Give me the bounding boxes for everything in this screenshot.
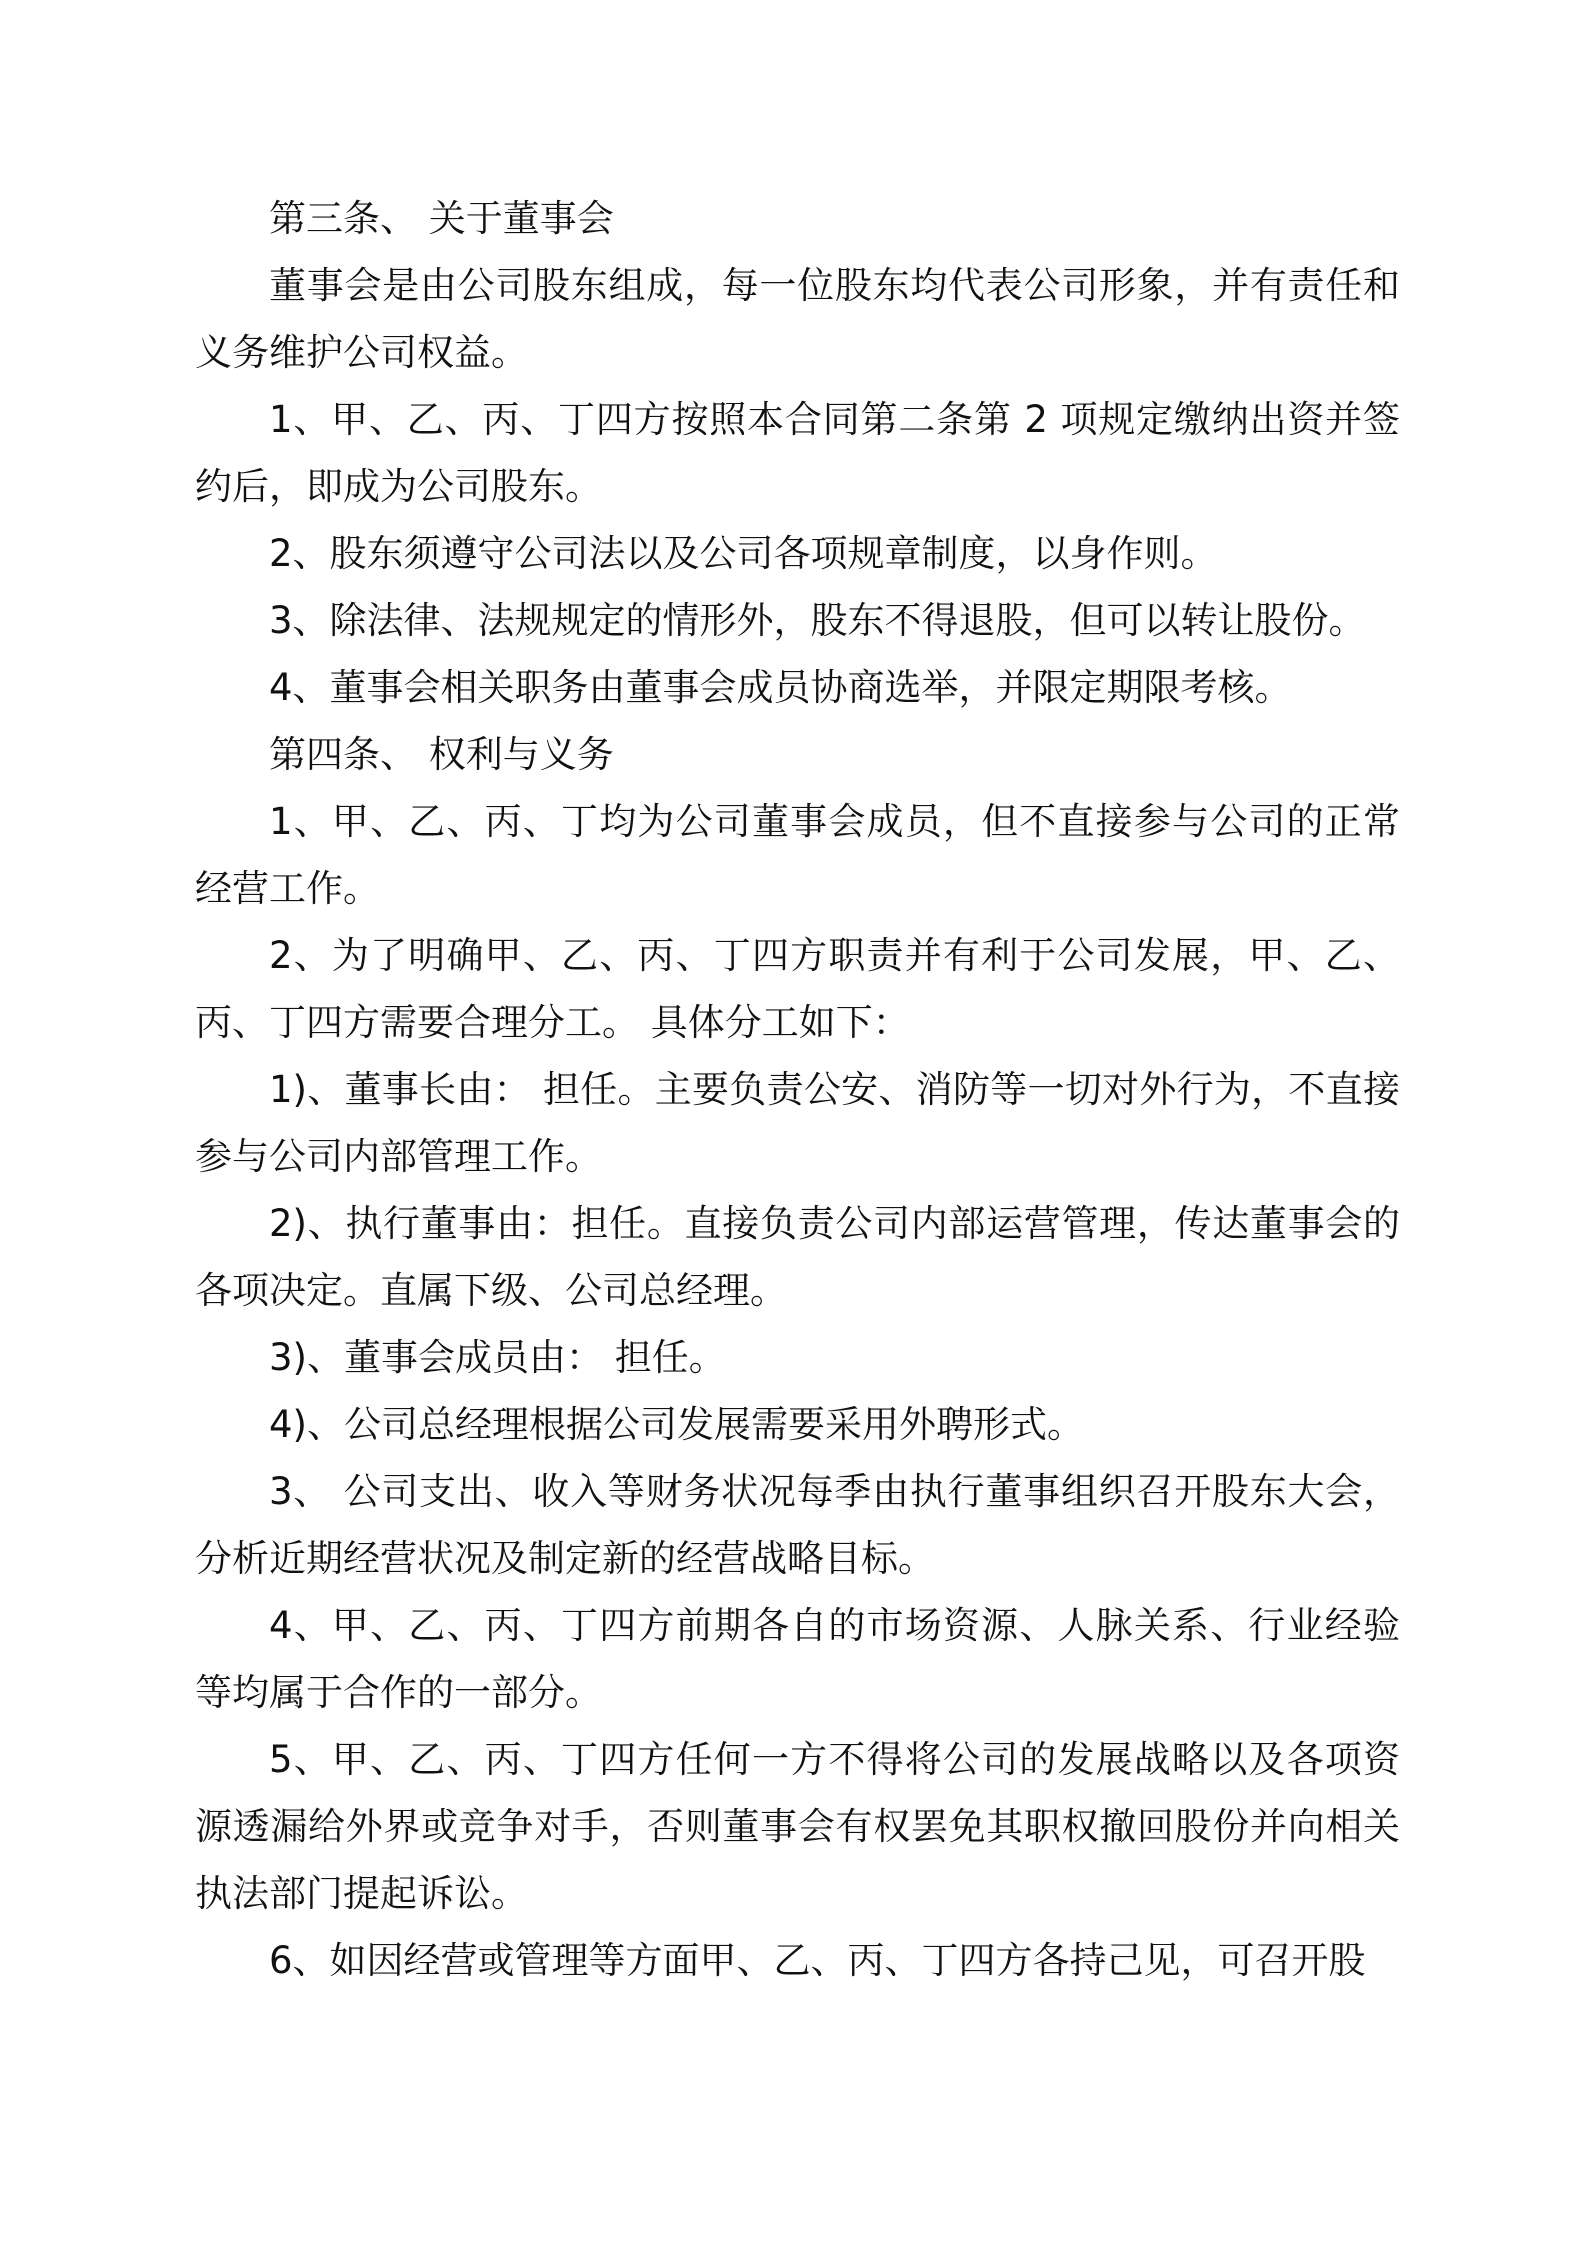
document-body xyxy=(195,185,1400,1994)
article-4-item-1: 1、甲、乙、丙、丁均为公司董事会成员，但不直接参与公司的正常经营工作。 xyxy=(195,800,1400,910)
article-4-subitem-1: 1)、董事长由： 担任。主要负责公安、消防等一切对外行为，不直接参与公司内部管理工作。 xyxy=(195,1068,1400,1178)
article-4-heading: 第四条、 权利与义务 xyxy=(269,733,614,776)
article-4-subitem-4: 4)、公司总经理根据公司发展需要采用外聘形式。 xyxy=(269,1403,1084,1446)
article-4-item-4: 4、甲、乙、丙、丁四方前期各自的市场资源、人脉关系、行业经验等均属于合作的一部分。 xyxy=(195,1604,1400,1714)
article-3-item-3: 3、除法律、法规规定的情形外，股东不得退股，但可以转让股份。 xyxy=(269,599,1366,642)
article-4-item-5: 5、甲、乙、丙、丁四方任何一方不得将公司的发展战略以及各项资源透漏给外界或竞争对手，否则董事会有权罢免其职权撤回股份并向相关执法部门提起诉讼。 xyxy=(195,1738,1400,1915)
article-3-item-2: 2、股东须遵守公司法以及公司各项规章制度，以身作则。 xyxy=(269,532,1218,575)
article-4-item-6: 6、如因经营或管理等方面甲、乙、丙、丁四方各持己见，可召开股 xyxy=(269,1939,1366,1982)
article-3-item-4: 4、董事会相关职务由董事会成员协商选举，并限定期限考核。 xyxy=(269,666,1292,709)
article-4-item-2: 2、为了明确甲、乙、丙、丁四方职责并有利于公司发展，甲、乙、丙、丁四方需要合理分工。 具体分工如下： xyxy=(195,934,1400,1044)
article-3-intro: 董事会是由公司股东组成，每一位股东均代表公司形象，并有责任和义务维护公司权益。 xyxy=(195,264,1400,374)
article-4-subitem-3: 3)、董事会成员由： 担任。 xyxy=(269,1336,726,1379)
article-3-item-1: 1、甲、乙、丙、丁四方按照本合同第二条第 2 项规定缴纳出资并签约后，即成为公司股东。 xyxy=(195,398,1400,508)
article-4-item-3: 3、 公司支出、收入等财务状况每季由执行董事组织召开股东大会，分析近期经营状况及制定新的经营战略目标。 xyxy=(195,1470,1400,1580)
article-4-subitem-2: 2)、执行董事由：担任。直接负责公司内部运营管理，传达董事会的各项决定。直属下级、公司总经理。 xyxy=(195,1202,1400,1312)
article-3-heading: 第三条、 关于董事会 xyxy=(269,197,614,240)
